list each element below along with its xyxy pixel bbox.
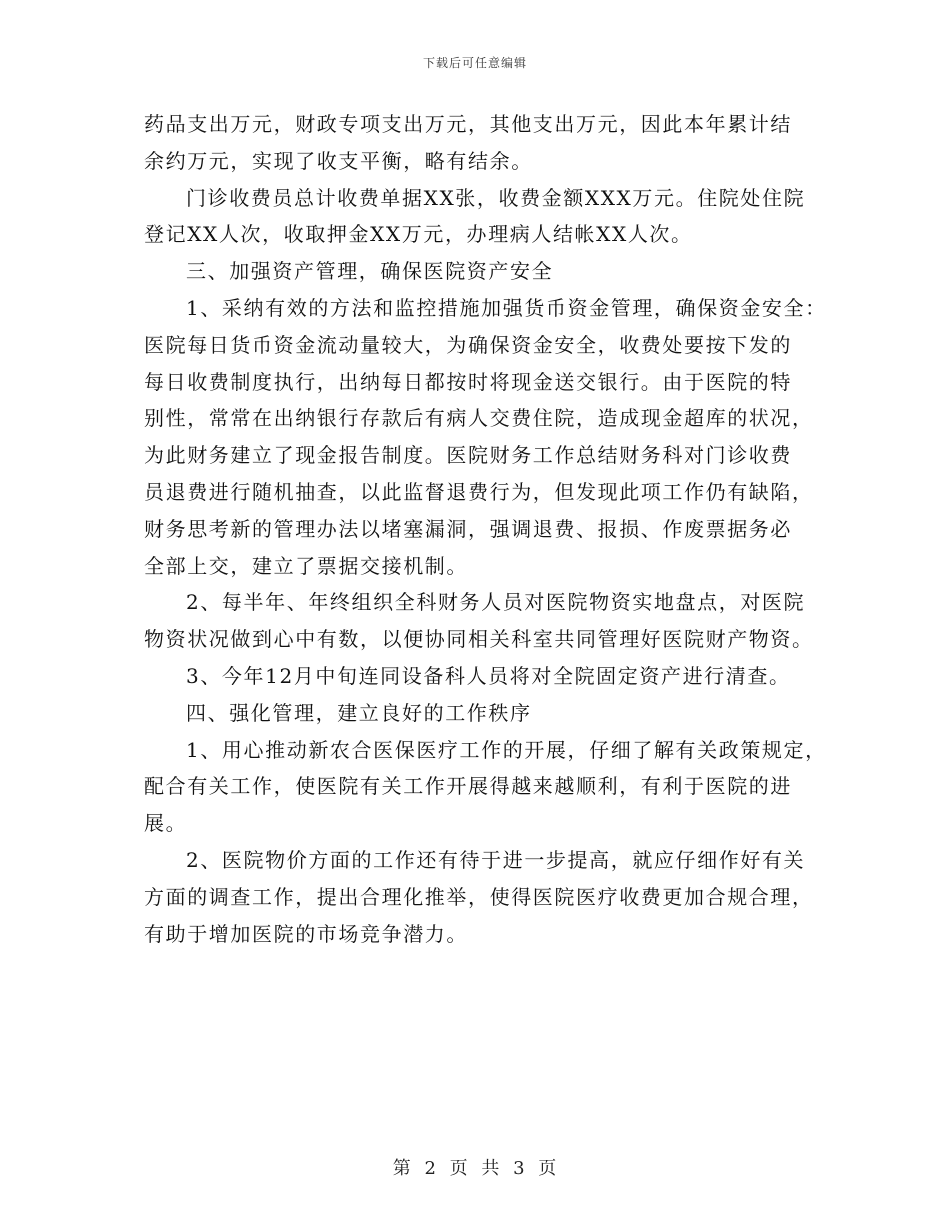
text-line: 登记XX人次，收取押金XX万元，办理病人结帐XX人次。 xyxy=(144,222,693,247)
page-footer xyxy=(0,1154,950,1180)
footer-prefix: 第 xyxy=(392,1158,412,1179)
text-line: 2、医院物价方面的工作还有待于进一步提高，就应仔细作好有关 xyxy=(186,847,806,872)
header-text: 下载后可任意编辑 xyxy=(422,56,527,70)
document-body xyxy=(144,106,827,952)
text-line: 物资状况做到心中有数，以便协同相关科室共同管理好医院财产物资。 xyxy=(144,627,814,652)
text-line: 1、用心推动新农合医保医疗工作的开展，仔细了解有关政策规定， xyxy=(186,737,827,762)
text-line: 配合有关工作，使医院有关工作开展得越来越顺利，有利于医院的进 xyxy=(144,774,792,799)
text-line: 每日收费制度执行，出纳每日都按时将现金送交银行。由于医院的特 xyxy=(144,369,792,394)
footer-total-prefix: 共 xyxy=(481,1158,501,1179)
text-line: 1、采纳有效的方法和监控措施加强货币资金管理，确保资金安全： xyxy=(186,295,827,320)
section-heading: 三、加强资产管理，确保医院资产安全 xyxy=(186,259,554,284)
text-line: 方面的调查工作，提出合理化推举，使得医院医疗收费更加合规合理， xyxy=(144,884,814,909)
text-line: 全部上交，建立了票据交接机制。 xyxy=(144,553,468,578)
text-line: 余约万元，实现了收支平衡，略有结余。 xyxy=(144,148,533,173)
text-line: 员退费进行随机抽查，以此监督退费行为，但发现此项工作仍有缺陷， xyxy=(144,479,814,504)
text-line: 医院每日货币资金流动量较大，为确保资金安全，收费处要按下发的 xyxy=(144,332,792,357)
page-header xyxy=(0,54,950,71)
footer-page-label: 页 xyxy=(449,1158,469,1179)
text-line: 门诊收费员总计收费单据XX张，收费金额XXX万元。住院处住院 xyxy=(186,185,806,210)
section-heading: 四、强化管理，建立良好的工作秩序 xyxy=(186,700,532,725)
footer-total-pages: 3 xyxy=(513,1158,526,1179)
footer-total-label: 页 xyxy=(538,1158,558,1179)
text-line: 2、每半年、年终组织全科财务人员对医院物资实地盘点，对医院 xyxy=(186,590,806,615)
text-line: 为此财务建立了现金报告制度。医院财务工作总结财务科对门诊收费 xyxy=(144,443,792,468)
text-line: 别性，常常在出纳银行存款后有病人交费住院，造成现金超库的状况， xyxy=(144,406,814,431)
text-line: 药品支出万元，财政专项支出万元，其他支出万元，因此本年累计结 xyxy=(144,112,792,136)
text-line: 展。 xyxy=(144,811,188,836)
text-line: 3、今年12月中旬连同设备科人员将对全院固定资产进行清查。 xyxy=(186,663,791,688)
text-line: 有助于增加医院的市场竞争潜力。 xyxy=(144,921,468,946)
footer-current-page: 2 xyxy=(424,1158,437,1179)
text-line: 财务思考新的管理办法以堵塞漏洞，强调退费、报损、作废票据务必 xyxy=(144,516,792,541)
